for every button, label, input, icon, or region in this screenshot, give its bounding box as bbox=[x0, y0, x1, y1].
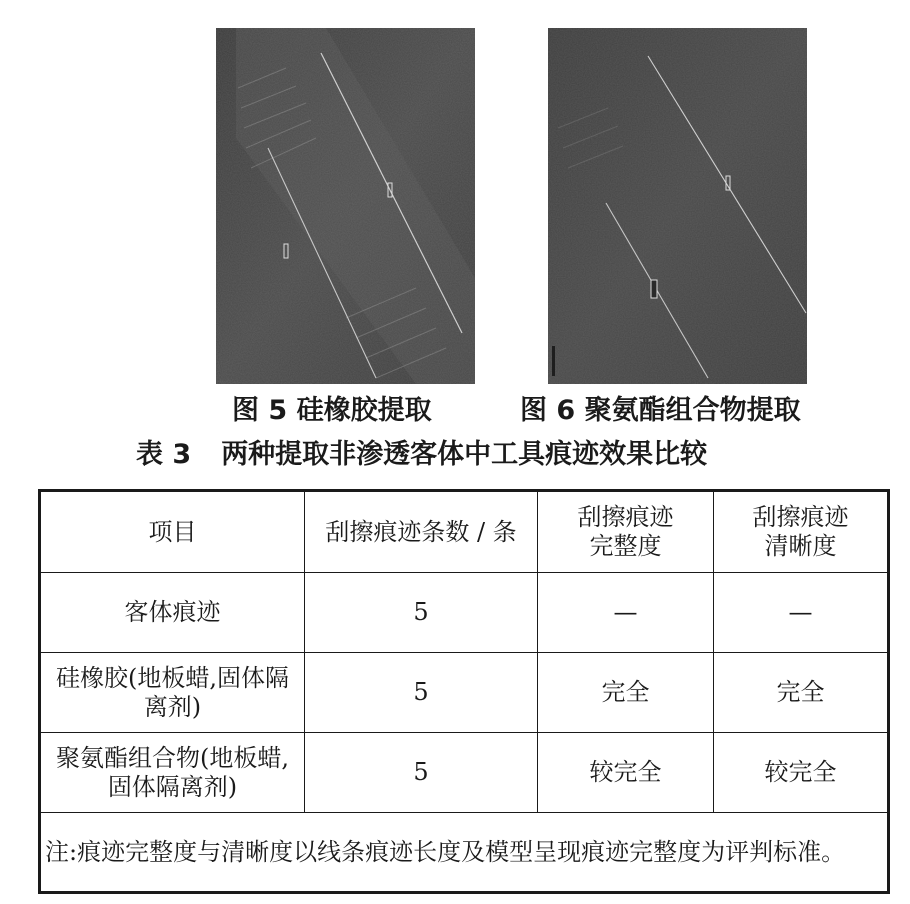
header-clarity: 刮擦痕迹清晰度 bbox=[714, 491, 889, 573]
cell-completeness: 完全 bbox=[538, 653, 714, 733]
cell-item: 硅橡胶(地板蜡,固体隔离剂) bbox=[40, 653, 305, 733]
figure-6-caption: 图 6 聚氨酯组合物提取 bbox=[520, 395, 801, 426]
cell-clarity: — bbox=[714, 573, 889, 653]
cell-item: 聚氨酯组合物(地板蜡,固体隔离剂) bbox=[40, 733, 305, 813]
table-header-row bbox=[40, 491, 889, 573]
table-title bbox=[136, 437, 707, 473]
cell-completeness: 较完全 bbox=[538, 733, 714, 813]
figure-6-photo bbox=[548, 28, 807, 384]
table-row bbox=[40, 653, 889, 733]
results-table bbox=[38, 489, 890, 894]
cell-completeness: — bbox=[538, 573, 714, 653]
table-note: 注:痕迹完整度与清晰度以线条痕迹长度及模型呈现痕迹完整度为评判标准。 bbox=[45, 837, 846, 866]
table-row bbox=[40, 733, 889, 813]
figure-5-photo bbox=[216, 28, 475, 384]
table-note-row bbox=[40, 813, 889, 893]
cell-clarity: 完全 bbox=[714, 653, 889, 733]
cell-count: 5 bbox=[305, 573, 538, 653]
table-row bbox=[40, 573, 889, 653]
cell-count: 5 bbox=[305, 653, 538, 733]
header-item: 项目 bbox=[40, 491, 305, 573]
header-count: 刮擦痕迹条数 / 条 bbox=[305, 491, 538, 573]
table-number: 表 3 bbox=[136, 439, 192, 470]
header-completeness: 刮擦痕迹完整度 bbox=[538, 491, 714, 573]
cell-clarity: 较完全 bbox=[714, 733, 889, 813]
figure-5-caption: 图 5 硅橡胶提取 bbox=[232, 395, 432, 426]
table-title-text: 两种提取非渗透客体中工具痕迹效果比较 bbox=[221, 439, 708, 470]
cell-item: 客体痕迹 bbox=[40, 573, 305, 653]
table-note-cell bbox=[40, 813, 889, 893]
cell-count: 5 bbox=[305, 733, 538, 813]
